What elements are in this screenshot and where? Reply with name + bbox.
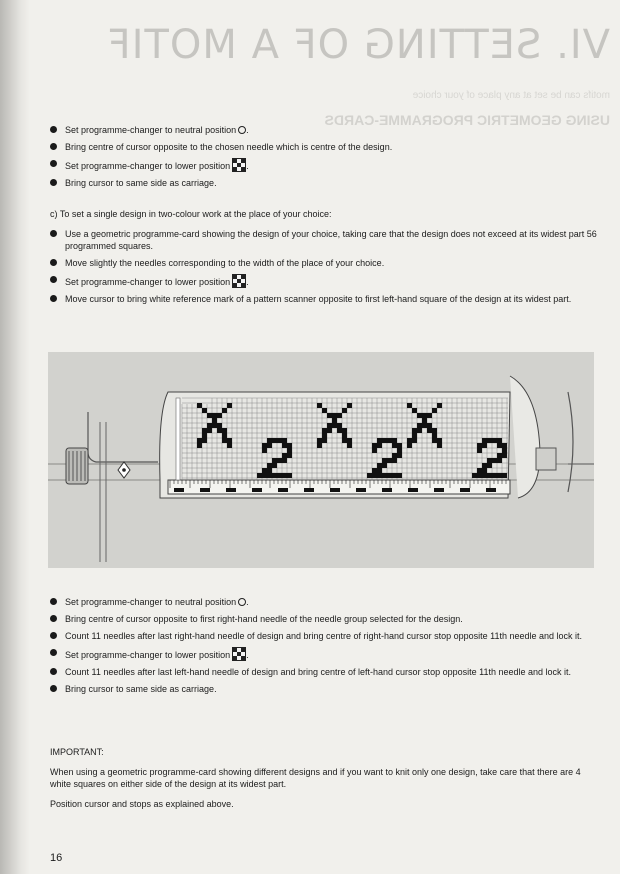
lower-position-icon: [232, 647, 246, 661]
important-heading: IMPORTANT:: [50, 747, 104, 757]
section-intro: c) To set a single design in two-colour work at the place of your choice:: [50, 209, 332, 219]
list-item: Move slightly the needles corresponding to the width of the place of your choice.: [50, 257, 600, 269]
page-shadow: [0, 0, 30, 874]
list-item: Count 11 needles after last left-hand needle of design and bring centre of left-hand cursor stop opposite 11th needle and lock it.: [50, 666, 600, 678]
list-item: Use a geometric programme-card showing the design of your choice, taking care that the design does not exceed at its widest part 56 programmed squares.: [50, 228, 600, 252]
knitting-machine-drawing: [48, 352, 594, 568]
list-item: Bring cursor to same side as carriage.: [50, 177, 600, 189]
list-item: Set programme-changer to lower position .: [50, 158, 600, 172]
page-number: 16: [50, 852, 63, 864]
neutral-position-icon: [238, 126, 246, 134]
lower-position-icon: [232, 274, 246, 288]
important-paragraph: Position cursor and stops as explained above.: [50, 799, 234, 809]
important-paragraph: When using a geometric programme-card showing different designs and if you want to knit only one design, take care that there are 4 white squares on either side of the design at its widest part.: [50, 767, 581, 789]
list-item: Set programme-changer to neutral position .: [50, 124, 600, 136]
list-item: Set programme-changer to neutral position .: [50, 596, 600, 608]
bleed-through-heading: VI. SETTING OF A MOTIF: [106, 22, 610, 68]
bleed-through-subheading: USING GEOMETRIC PROGRAMME-CARDS: [324, 112, 610, 128]
list-item: Count 11 needles after last right-hand needle of design and bring centre of right-hand cursor stop opposite 11th needle and lock it.: [50, 630, 600, 642]
instruction-block-1: [50, 124, 600, 194]
list-item: Set programme-changer to lower position .: [50, 274, 600, 288]
lower-position-icon: [232, 158, 246, 172]
neutral-position-icon: [238, 598, 246, 606]
instruction-block-2: [50, 596, 600, 700]
list-item: Bring cursor to same side as carriage.: [50, 683, 600, 695]
bleed-through-line: motifs can be set at any place of your choice: [412, 90, 610, 101]
list-item: Move cursor to bring white reference mark of a pattern scanner opposite to first left-hand square of the design at its widest part.: [50, 293, 600, 305]
list-item: Set programme-changer to lower position .: [50, 647, 600, 661]
important-note: [50, 746, 600, 818]
list-item: Bring centre of cursor opposite to first right-hand needle of the needle group selected for the design.: [50, 613, 600, 625]
list-item: Bring centre of cursor opposite to the chosen needle which is centre of the design.: [50, 141, 600, 153]
instruction-block-c: [50, 208, 600, 310]
programme-card-illustration: [48, 352, 594, 568]
